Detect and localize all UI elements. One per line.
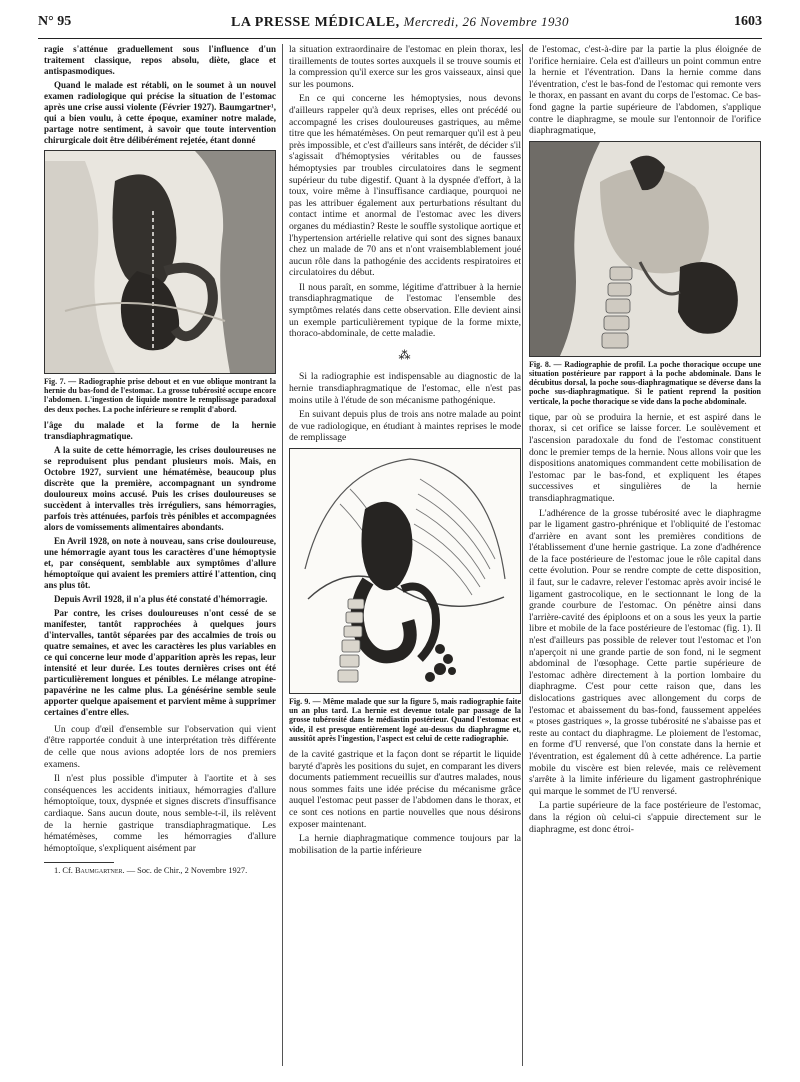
paragraph: En Avril 1928, on note à nouveau, sans crise douloureuse, une hémorragie ayant tous les caractères d'une hémoptysie et, par conséquent, semblable aux symptômes d'allure hémoptoïque qui avaient les premiers attiré l'attention, cinq ans plus tôt. — [44, 535, 276, 590]
paragraph: Il nous paraît, en somme, légitime d'attribuer à la hernie transdiaphragmatique de l'estomac l'ensemble des symptômes relatés dans cette observation. Elle devient ainsi un exemple particulièrement typique de la forme mixte, thoraco-abdominale, de cette maladie. — [289, 281, 521, 340]
column-3 — [529, 44, 761, 838]
journal-title — [38, 14, 762, 31]
paragraph: la situation extraordinaire de l'estomac en plein thorax, les tiraillements de toutes sortes auxquels il se trouve soumis et la compression qu'il exerce sur les gros vaisseaux, ainsi que sur les poumons. — [289, 44, 521, 90]
paragraph: La partie supérieure de la face postérieure de l'estomac, dans la région où celui-ci s'appuie directement sur le diaphragme, est donc étroi- — [529, 800, 761, 835]
paragraph: Depuis Avril 1928, il n'a plus été constaté d'hémorragie. — [54, 593, 268, 604]
column-1 — [44, 44, 276, 876]
paragraph: Un coup d'œil d'ensemble sur l'observation qui vient d'être rapportée conduit à une interprétation très différente de celle que nous avions adoptée lors de nos premiers examens. — [44, 723, 276, 770]
paragraph: La hernie diaphragmatique commence toujours par la mobilisation de la partie inférieure — [289, 833, 521, 856]
paragraph: l'âge du malade et la forme de la hernie transdiaphragmatique. — [44, 419, 276, 441]
paragraph: Il n'est plus possible d'imputer à l'aortite et à ses conséquences les accidents initiaux, hémorragies d'allure hémoptoïque, toux, dyspnée et signes discrets d'insuffisance cardiaque. Sans aucun doute, nous semble-t-il, ils relèvent de la hernie gastrique transdiaphragmatique. Les hématémèses, comme les hémorragies d'allure hémoptoïque, s'expliquent aisément par — [44, 773, 276, 854]
paragraph: de l'estomac, c'est-à-dire par la partie la plus éloignée de l'orifice herniaire. Cela est d'ailleurs un point commun entre la hernie et l'éventration. Dans la hernie comme dans l'éventration, c'est le bas-fond de l'estomac qui remonte vers le thorax, en passant en avant du corps de l'estomac. Ce bas-fond gagne la partie supérieure de l'abdomen, s'applique contre le diaphragme, se moule sur l'entonnoir de l'orifice diaphragmatique, — [529, 44, 761, 137]
footnote-author: Baumgartner. — [74, 866, 125, 876]
figure-8-caption: Fig. 8. — Radiographie de profil. La poche thoracique occupe une situation postérieure par rapport à la poche abdominale. Dans le décubitus dorsal, la poche sous-diaphragmatique se déverse dans la poche sus-diaphragmatique. Si le patient reprend la position verticale, la poche thoracique se vide dans la poche abdominale. — [529, 359, 761, 406]
issue-number: N° 95 — [38, 14, 72, 29]
paragraph: En ce qui concerne les hémoptysies, nous devons d'ailleurs rappeler qu'à deux reprises, elles ont précédé ou accompagné les crises douloureuses gastriques, au même titre que les hématémèses. On peut remarquer qu'il est à peu près impossible, et c'est d'ailleurs sans intérêt, de décider s'il s'agissait d'hémoptysies véritables ou de fausses hémoptysies par troubles circulatoires dans le segment supérieur du tube digestif. Quant à la dyspnée d'effort, à la toux, voire même à l'insuffisance cardiaque, pourquoi ne pas les attribuer également aux perturbations résultant du contact intime et anormal de l'estomac avec les divers organes du médiastin? Reste le souffle systolique aortique et l'hypertension artérielle relative qui sont des signes banaux chez un malade de 70 ans et n'ont vraisemblablement joué aucun rôle dans la pathogénie des accidents respiratoires et circulatoires du début. — [289, 93, 521, 279]
journal-name: LA PRESSE MÉDICALE, — [231, 15, 400, 30]
paragraph: tique, par où se produira la hernie, et est aspiré dans le thorax, si cet orifice se laisse forcer. Le soulèvement et l'ascension paradoxale du fond de l'estomac constituent donc le premier temps de la hernie. Nous allons voir que les dispositions anatomiques commandent cette mobilisation de l'estomac par le bas-fond, et expliquent les étapes successives et singulières de la hernie transdiaphragmatique. — [529, 411, 761, 504]
paragraph: En suivant depuis plus de trois ans notre malade au point de vue radiologique, en étudiant à maintes reprises le mode de remplissage — [289, 409, 521, 444]
figure-8-radiograph — [529, 141, 761, 357]
paragraph: Si la radiographie est indispensable au diagnostic de la hernie transdiaphragmatique de l'estomac, elle n'est pas moins utile à l'étude de son mécanisme pathogénique. — [289, 371, 521, 406]
footnote-reference: — Soc. de Chir., 2 Novembre 1927. — [126, 866, 248, 876]
column-divider — [522, 44, 523, 1066]
figure-7-caption: Fig. 7. — Radiographie prise debout et en vue oblique montrant la hernie du bas-fond de l'estomac. La grosse tubérosité occupe encore l'abdomen. L'ingestion de liquide montre le remplissage paradoxal des deux poches. La poche inférieure se remplit d'abord. — [44, 377, 276, 414]
paragraph: ragie s'atténue graduellement sous l'influence d'un traitement classique, repos absolu, diète, glace et antispasmodiques. — [44, 44, 276, 76]
running-header — [38, 14, 762, 36]
paragraph: L'adhérence de la grosse tubérosité avec le diaphragme par le ligament gastro-phrénique et l'obliquité de l'estomac d'arrière en avant sont les premières conditions de l'établissement d'une hernie gastrique. La zone d'adhérence de la face postérieure de l'estomac joue le rôle capital dans cette évolution. Pour se rendre compte de cette disposition, il faut, sur le cadavre, relever l'estomac après avoir incisé le ligament gastrocolique, en le sectionnant le long de la grande courbure de l'estomac. On pénètre ainsi dans l'arrière-cavité des épiploons et on a sous les yeux la partie libre et mobile de la face postérieure de l'estomac (fig. 1). Il n'est d'ailleurs pas possible de relever tout l'estomac et l'on n'aperçoit ni une grande partie de son fond, ni le segment abdominal de l'œsophage. Cette partie supérieure de l'estomac adhère directement à la portion lombaire du diaphragme. C'est pour cette raison que, dans les dislocations gastriques avec allongement du corps de l'estomac et abaissement du bas-fond, faussement appelées « ptoses gastriques », la grosse tubérosité ne s'abaisse pas et reste au contact du diaphragme. Le ploiement de l'estomac, en forme d'U renversé, que l'on constate dans la hernie et l'éventration, est également dû à cette adhérence. La partie mobile du viscère est bien relevée, mais ce relèvement s'arrête à la limite inférieure du ligament gastrophrénique qui marque le sommet de l'U renversé. — [529, 507, 761, 797]
paragraph: Par contre, les crises douloureuses n'ont cessé de se manifester, tantôt rapprochées à quelques jours d'intervalles, tantôt séparées par des accalmies de trois ou quatre semaines, et avec les caractères les plus variables en ce qui concerne leur mode d'apparition après les repas, leur intensité et leur durée. Les toutes dernières crises ont été particulièrement longues et pénibles. Le mélange atropine-papavérine ne les calme plus. La génésérine semble seule apporter quelque apaisement et parvient même à supprimer certaines d'entre elles. — [44, 607, 276, 717]
figure-9-caption: Fig. 9. — Même malade que sur la figure 5, mais radiographie faite un an plus tard. La hernie est devenue totale par passage de la grosse tubérosité dans le médiastin postérieur. Quand l'estomac est vide, il est presque entièrement logé au-dessus du diaphragme et, aussitôt après l'ingestion, l'aspect est celui de cette radiographie. — [289, 697, 521, 743]
paragraph: A la suite de cette hémorragie, les crises douloureuses ne se reproduisent plus pendant plusieurs mois. Mais, en Octobre 1927, survient une hématémèse, beaucoup plus discrète que la première, accompagnant un syndrome douloureux moins accusé. Puis les crises douloureuses se succèdent à intervalles très irréguliers, sans hémorragies, parfois très atténuées, parfois très pénibles et accompagnées alors de vomissements alimentaires abondants. — [44, 444, 276, 532]
column-2 — [289, 44, 521, 859]
paragraph: de la cavité gastrique et la façon dont se répartit le liquide baryté d'après les positions du sujet, en comparant les divers documents patiemment recueillis sur d'autres malades, nous nous sommes faits une idée précise du mécanisme grâce auquel l'estomac peut passer de l'abdomen dans le thorax, et ce sont ces notions en partie nouvelles que nous désirons exposer maintenant. — [289, 749, 521, 830]
issue-date: Mercredi, 26 Novembre 1930 — [403, 14, 569, 29]
section-separator: ⁂ — [398, 347, 412, 362]
figure-9-drawing — [289, 448, 521, 694]
page-number: 1603 — [734, 14, 762, 29]
header-rule — [38, 38, 762, 39]
paragraph: Quand le malade est rétabli, on le soumet à un nouvel examen radiologique qui précise la situation de l'estomac après une crise aussi violente (Février 1927). Baumgartner¹, qui a bien voulu, à cette époque, examiner notre malade, partage notre sentiment, à savoir que toute intervention chirurgicale doit être délibérément rejetée, étant donné — [44, 80, 276, 145]
footnote — [44, 866, 276, 876]
column-divider — [282, 44, 283, 1066]
footnote-number: 1. Cf. — [54, 866, 73, 876]
footnote-rule — [44, 862, 114, 863]
figure-7-radiograph — [44, 150, 276, 374]
